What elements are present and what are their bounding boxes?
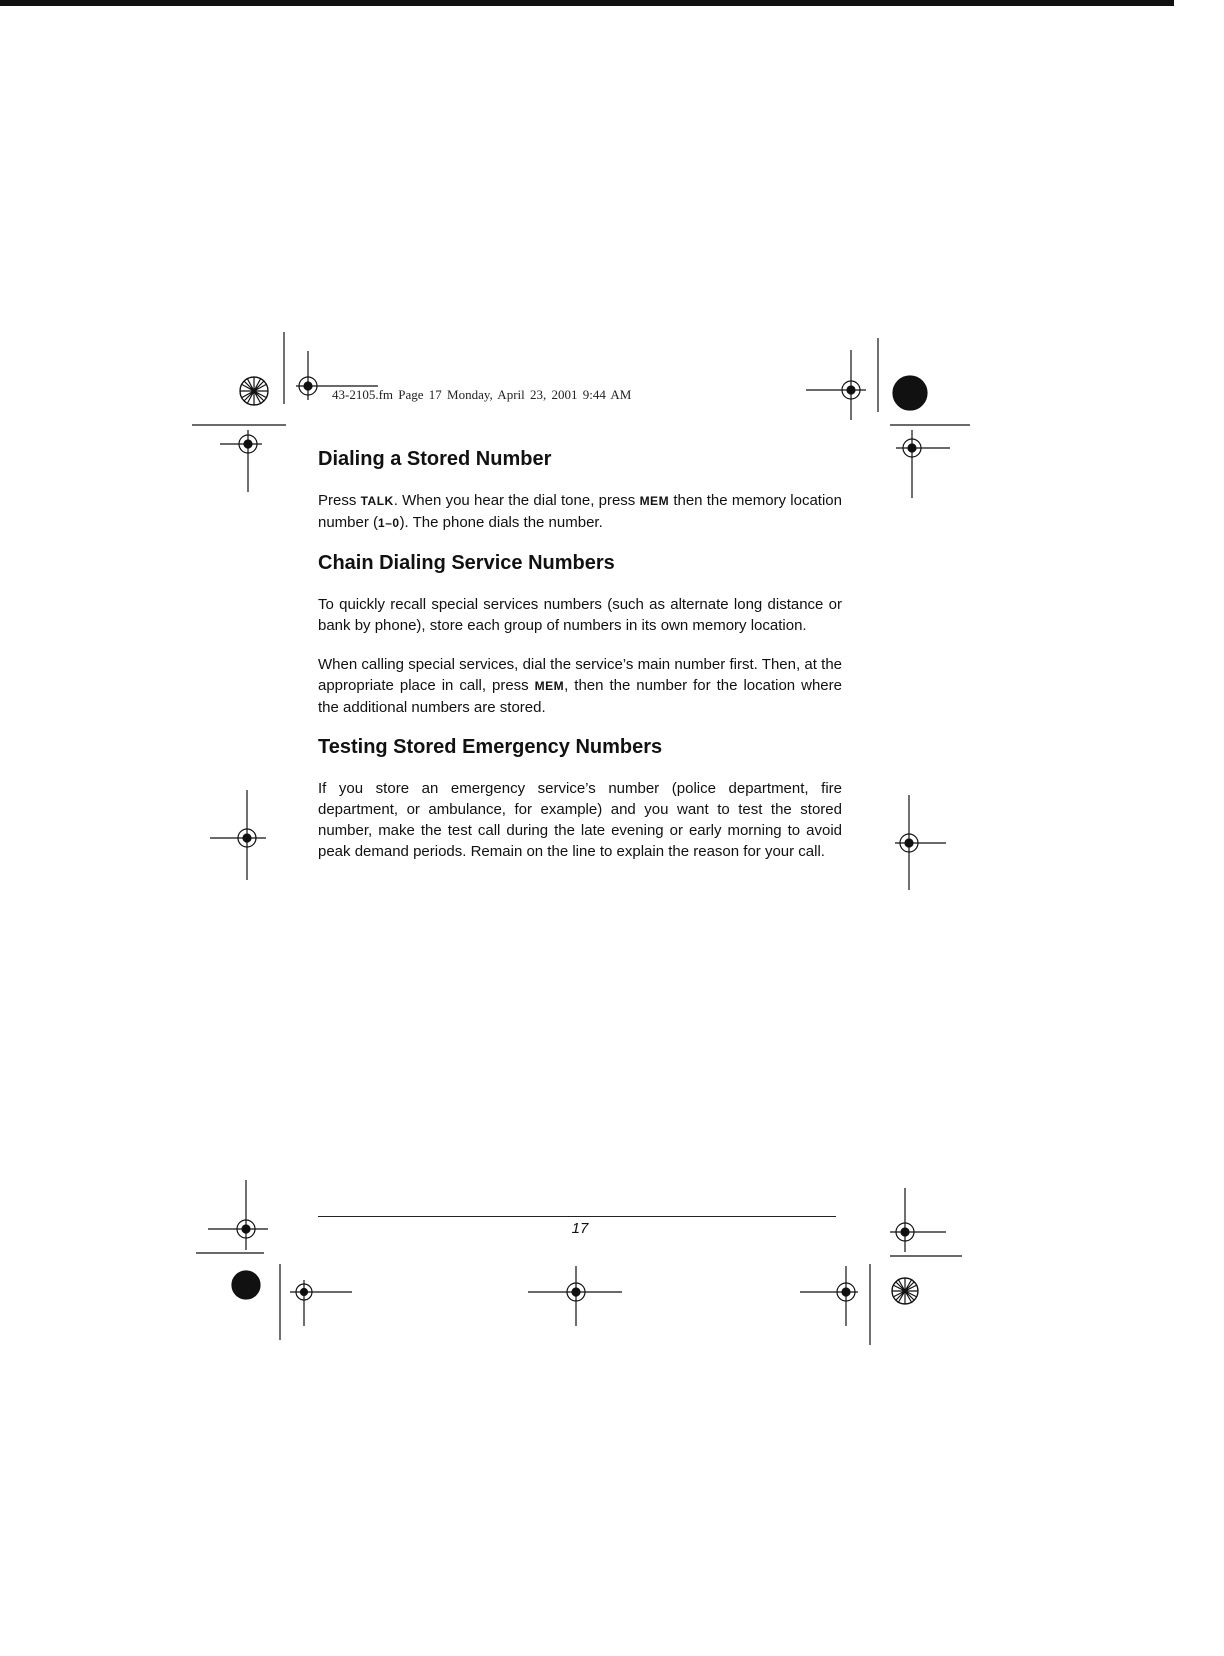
starburst-icon: [240, 377, 268, 405]
section: [318, 448, 842, 534]
body-paragraph: [318, 490, 842, 534]
text-run: . When you hear the dial tone, press: [393, 492, 640, 509]
key-name: MEM: [639, 494, 670, 508]
section: [318, 736, 842, 862]
print-header: 43-2105.fm Page 17 Monday, April 23, 2001 9:44 AM: [332, 387, 632, 402]
page-number: 17: [571, 1220, 589, 1237]
text-run: then the memory location number (: [318, 492, 842, 531]
starburst-icon-bottom: [892, 1278, 918, 1304]
section-heading: Testing Stored Emergency Numbers: [318, 736, 663, 758]
section-heading: Dialing a Stored Number: [318, 448, 552, 470]
body-paragraph: [318, 594, 842, 636]
section-heading: Chain Dialing Service Numbers: [318, 552, 615, 574]
text-run: , then the number for the location where the additional numbers are stored.: [318, 677, 842, 716]
key-name: 1–0: [378, 516, 400, 530]
text-run: If you store an emergency service’s number (police department, fire department, or ambulance, for example) and you want to test the stored number, make the test call during the late evening or early morning to avoid peak demand periods. Remain on the line to explain the reason for your call.: [318, 780, 842, 860]
key-name: TALK: [360, 494, 394, 508]
page-content: [318, 448, 842, 880]
text-run: When calling special services, dial the service’s main number first. Then, at the appropriate place in call, press: [318, 656, 842, 694]
section: [318, 552, 842, 718]
text-run: ). The phone dials the number.: [399, 514, 603, 531]
body-paragraph: [318, 778, 842, 862]
text-run: To quickly recall special services numbers (such as alternate long distance or bank by phone), store each group of numbers in its own memory location.: [318, 596, 842, 634]
body-paragraph: [318, 654, 842, 718]
key-name: MEM: [534, 679, 565, 693]
text-run: Press: [318, 492, 361, 509]
footer-rule: [318, 1216, 836, 1217]
